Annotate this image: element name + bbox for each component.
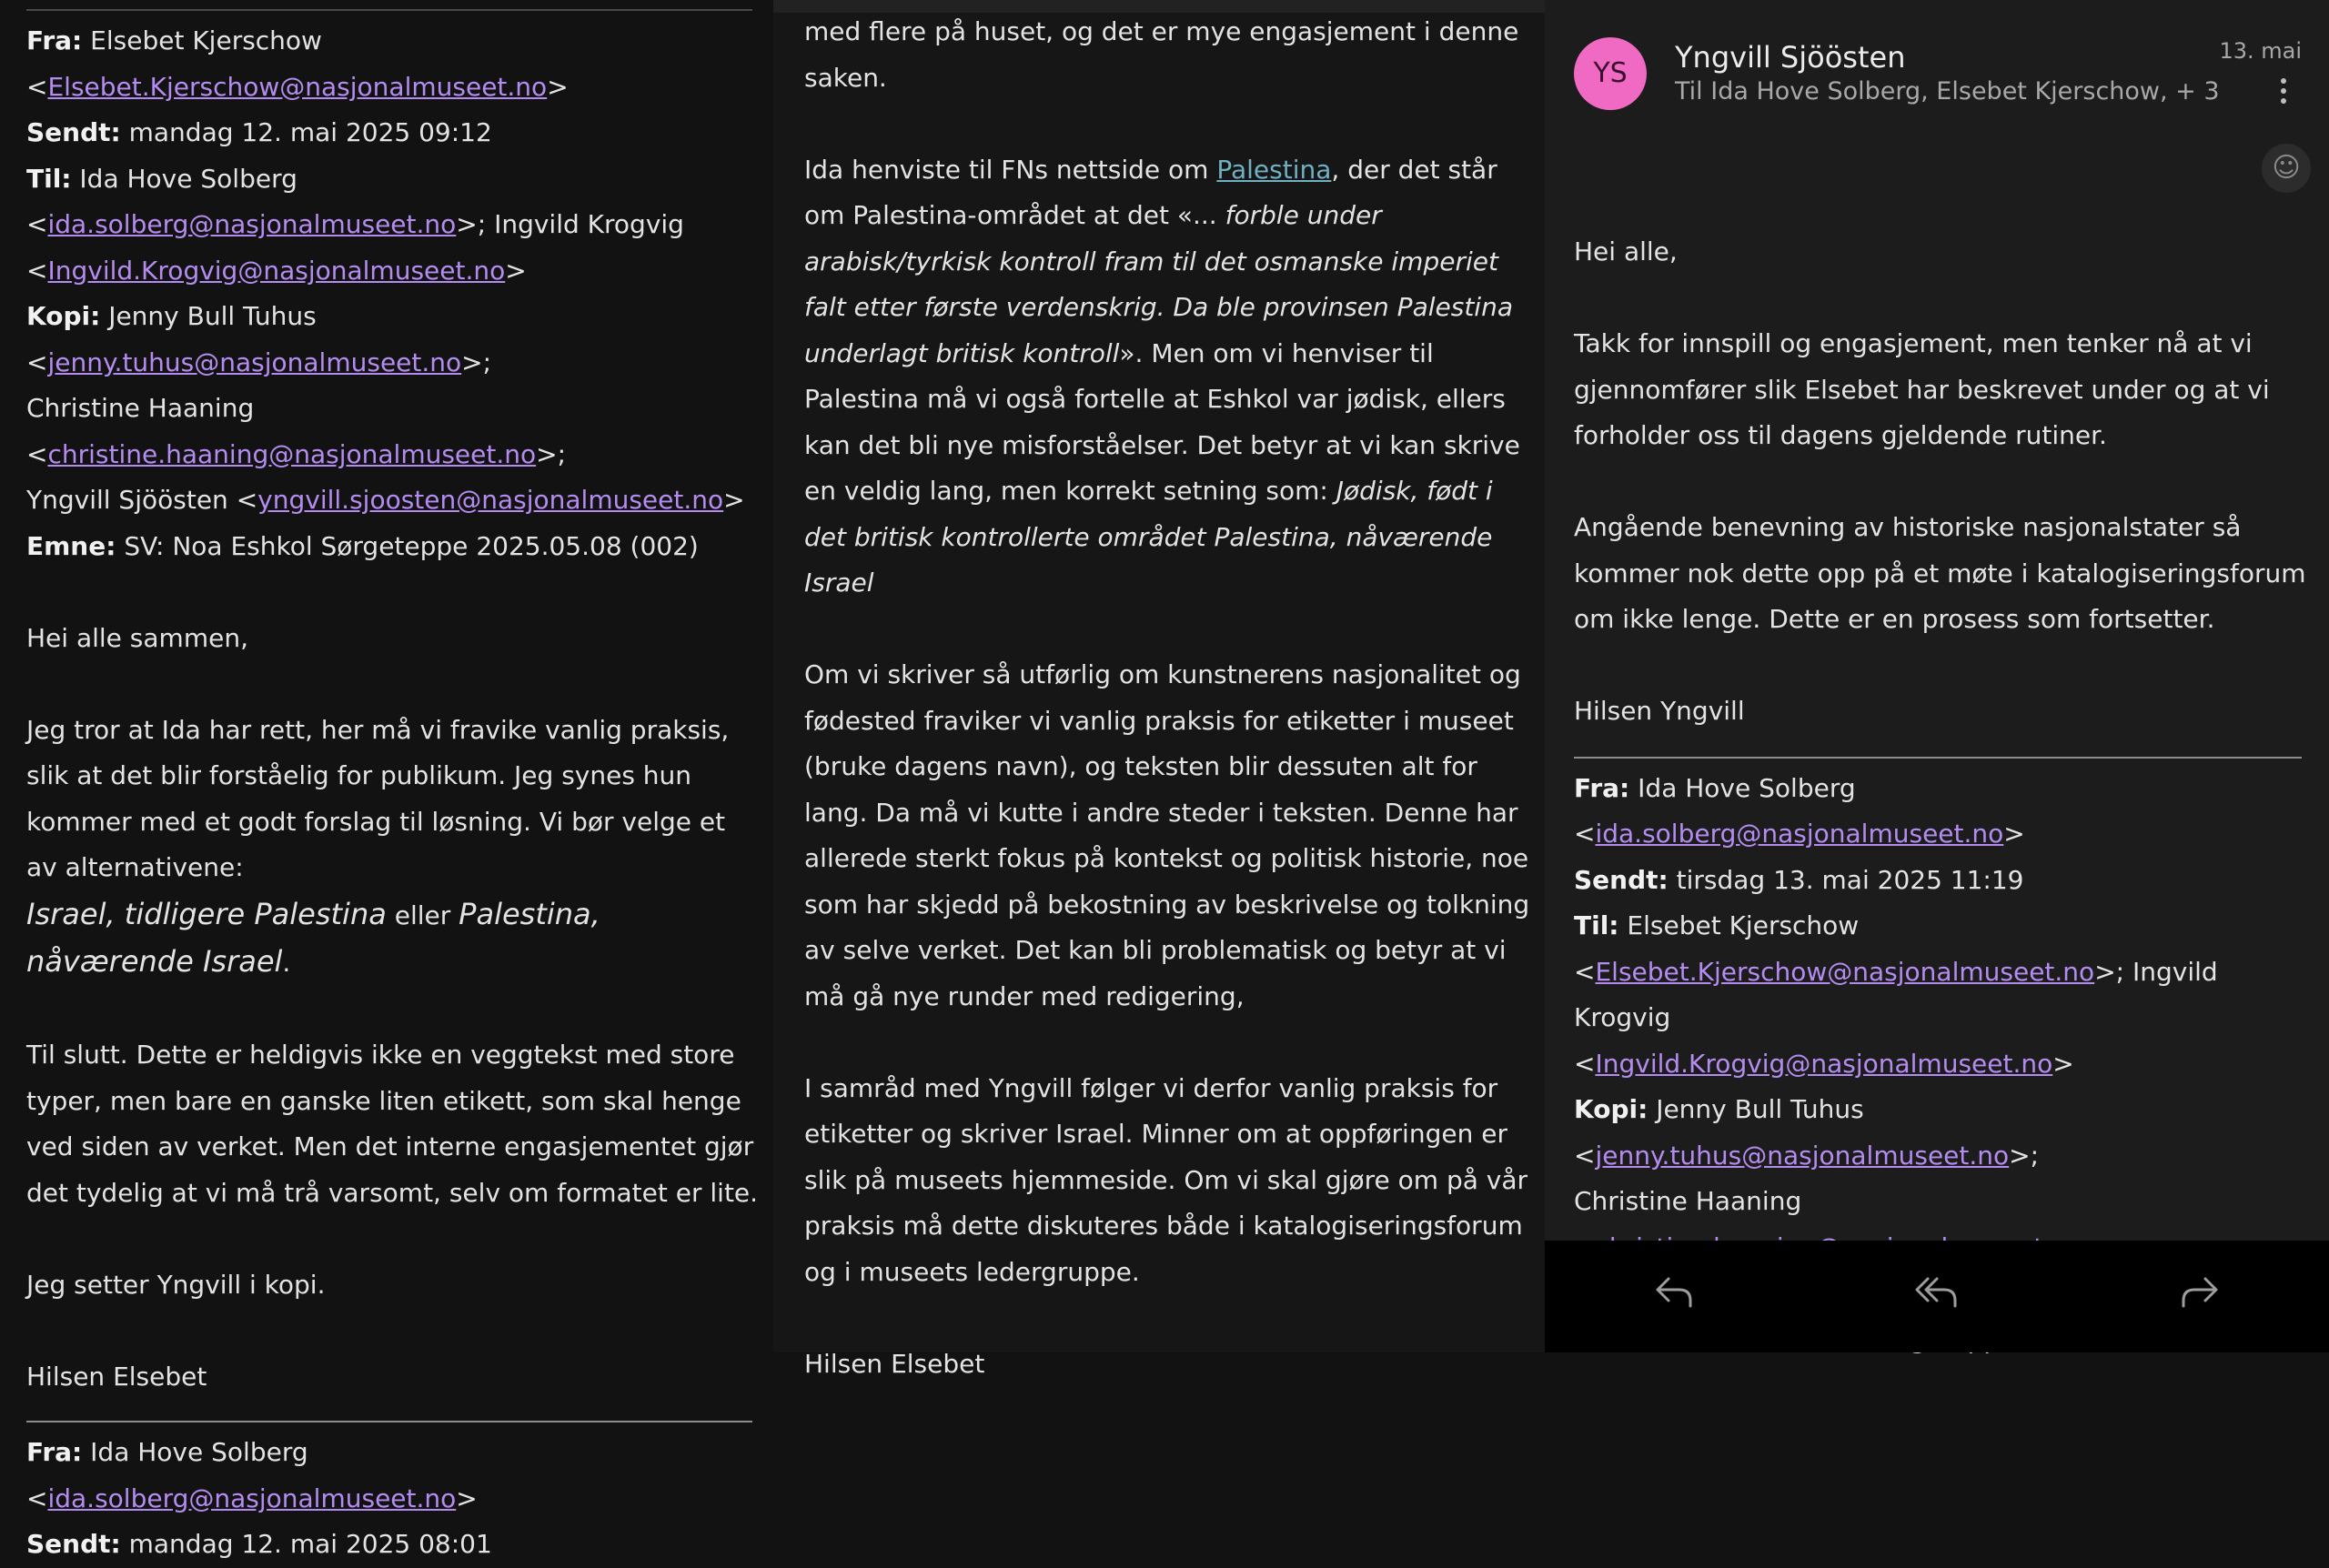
message-date: 13. mai xyxy=(2219,38,2302,64)
message-paragraph: Om vi skriver så utførlig om kunstnerens nasjonalitet og fødested fraviker vi vanlig praksis for etiketter i museet (bruke dagens navn), og teksten blir dessuten alt for lang. Da må vi kutte i andre steder i teksten. Denne har allerede sterkt fokus på kontekst og politisk historie, noe som har skjedd på bekostning av beskrivelse og tolkning av selve verket. Det kan bli problematisk og betyr at vi må gå nye runder med redigering, xyxy=(804,659,1530,1011)
cc-email-link[interactable]: jenny.tuhus@nasjonalmuseet.no xyxy=(47,347,462,377)
message-paragraph: Takk for innspill og engasjement, men tenker nå at vi gjennomfører slik Elsebet har beskrevet under og at vi forholder oss til dagens gjeldende rutiner. xyxy=(1574,328,2270,450)
to-email-link[interactable]: Elsebet.Kjerschow@nasjonalmuseet.no xyxy=(1595,956,2095,987)
message-paragraph: Jeg tror at Ida har rett, her må vi fravike vanlig praksis, slik at det blir forståelig for publikum. Jeg synes hun kommer med et godt forslag til løsning. Vi bør velge et av alternativene: Israel, tidligere Palestina eller Palestina, nåværende Israel. xyxy=(26,714,730,979)
cc-email-link[interactable]: yngvill.sjoosten@nasjonalmuseet.no xyxy=(257,485,724,515)
from-email-link[interactable]: ida.solberg@nasjonalmuseet.no xyxy=(1595,819,2004,849)
from-label: Fra: xyxy=(26,25,83,55)
sent-value: tirsdag 13. mai 2025 11:19 xyxy=(1676,864,2024,895)
from-name: Ida Hove Solberg xyxy=(90,1437,308,1467)
cc-name: Yngvill Sjöösten xyxy=(26,485,228,515)
sent-label: Sendt: xyxy=(26,117,121,147)
message-paragraph: Jeg setter Yngvill i kopi. xyxy=(26,1269,326,1300)
signoff: Hilsen Elsebet xyxy=(26,1361,207,1392)
quote-divider xyxy=(1574,757,2302,759)
alternative-2: Palestina, nåværende Israel xyxy=(26,896,600,979)
cc-name: Jenny Bull Tuhus xyxy=(1656,1094,1864,1124)
right-email-body xyxy=(1574,229,2311,1362)
to-label: Til: xyxy=(1574,910,1619,940)
to-email-link[interactable]: Ingvild.Krogvig@nasjonalmuseet.no xyxy=(47,255,506,286)
from-name: Elsebet Kjerschow xyxy=(90,25,322,55)
right-email-panel xyxy=(1545,0,2329,1352)
greeting: Hei alle sammen, xyxy=(26,622,248,653)
action-bar xyxy=(1545,1241,2329,1352)
recipients-line[interactable]: Til Ida Hove Solberg, Elsebet Kjerschow, + 3 xyxy=(1675,77,2220,106)
paragraph-text: , der det står om Palestina-området at det «... xyxy=(804,154,1497,230)
to-label: Til: xyxy=(26,163,72,194)
message-paragraph: Til slutt. Dette er heldigvis ikke en veggtekst med store typer, men bare en ganske liten etikett, som skal henge ved siden av verket. Men det interne engasjementet gjør det tydelig at vi må trå varsomt, selv om formatet er lite. xyxy=(26,1040,759,1208)
to-name: Ingvild Krogvig xyxy=(494,209,684,239)
subject-label: Emne: xyxy=(26,530,116,561)
signoff: Hilsen Elsebet xyxy=(804,1348,985,1379)
message-paragraph: I samråd med Yngvill følger vi derfor vanlig praksis for etiketter og skriver Israel. Minner om at oppføringen er slik på museets hjemmeside. Om vi skal gjøre om på vår praksis må dette diskuteres både i katalogiseringsforum og i museets ledergruppe. xyxy=(804,1072,1528,1287)
cc-name: Christine Haaning xyxy=(1574,1186,1802,1216)
paragraph-text: Jeg tror at Ida har rett, her må vi fravike vanlig praksis, slik at det blir forståelig for publikum. Jeg synes hun kommer med et godt forslag til løsning. Vi bør velge et av alternativene: xyxy=(26,714,730,882)
add-reaction-icon[interactable]: ☺ xyxy=(2262,144,2311,193)
more-options-icon[interactable] xyxy=(2280,78,2287,106)
paragraph-text: Ida henviste til FNs nettside om xyxy=(804,154,1209,185)
from-name: Ida Hove Solberg xyxy=(1638,772,1856,803)
cc-label: Kopi: xyxy=(1574,1094,1648,1124)
to-email-link[interactable]: Ingvild.Krogvig@nasjonalmuseet.no xyxy=(1595,1048,2053,1079)
from-label: Fra: xyxy=(1574,772,1630,803)
email-header: Fra: Elsebet Kjerschow <Elsebet.Kjerschow@nasjonalmuseet.no> Sendt: mandag 12. mai 2025 09:12 Til: Ida Hove Solberg <ida.solberg@nasjonalmuseet.no>; Ingvild Krogvig <Ingvild.Krogvig@nasjonalmuseet.no> Kopi: Jenny Bull Tuhus <jenny.tuhus@nasjonalmuseet.no>; Christine Haaning <christine.haaning@nasjonalmuseet.no>; Yngvill Sjöösten <yngvill.sjoosten@nasjonalmuseet.no> Emne: SV: Noa Eshkol Sørgeteppe 2025.05.08 (002) xyxy=(26,25,745,561)
sent-label: Sendt: xyxy=(1574,864,1669,895)
to-name: Elsebet Kjerschow xyxy=(1627,910,1860,940)
from-email-link[interactable]: Elsebet.Kjerschow@nasjonalmuseet.no xyxy=(47,71,548,102)
cc-label: Kopi: xyxy=(26,301,101,331)
message-paragraph: med flere på huset, og det er mye engasjement i denne saken. xyxy=(804,16,1519,93)
sender-name[interactable]: Yngvill Sjöösten xyxy=(1675,40,1906,75)
middle-email-body xyxy=(804,9,1532,1387)
cc-name: Christine Haaning xyxy=(26,393,255,423)
quoted-header: Fra: Ida Hove Solberg <ida.solberg@nasjonalmuseet.no> Sendt: tirsdag 13. mai 2025 11:19 Til: Elsebet Kjerschow <Elsebet.Kjerschow@nasjonalmuseet.no>; Ingvild Krogvig <Ingvild.Krogvig@nasjonalmuseet.no> Kopi: Jenny Bull Tuhus <jenny.tuhus@nasjonalmuseet.no>; Christine Haaning xyxy=(1574,766,2311,1363)
left-email-panel xyxy=(0,0,773,1559)
avatar[interactable]: YS xyxy=(1574,37,1647,110)
sent-value: mandag 12. mai 2025 08:01 xyxy=(128,1529,492,1559)
palestina-link[interactable]: Palestina xyxy=(1216,154,1332,185)
subject-value: SV: Noa Eshkol Sørgeteppe 2025.05.08 (002) xyxy=(124,530,699,561)
paragraph-text: ». Men om vi henviser til Palestina må vi også fortelle at Eshkol var jødisk, ellers kan det bli nye misforståelser. Det betyr at vi kan skrive en veldig lang, men korrekt setning som: xyxy=(804,337,1520,506)
alternative-1: Israel, tidligere Palestina xyxy=(26,896,387,931)
cc-email-link[interactable]: jenny.tuhus@nasjonalmuseet.no xyxy=(1595,1140,2010,1171)
sent-label: Sendt: xyxy=(26,1529,121,1559)
signoff: Hilsen Yngvill xyxy=(1574,696,1745,726)
from-email-link[interactable]: ida.solberg@nasjonalmuseet.no xyxy=(47,1483,457,1513)
greeting: Hei alle, xyxy=(1574,236,1678,266)
to-email-link[interactable]: ida.solberg@nasjonalmuseet.no xyxy=(47,209,457,239)
example-text: Jødisk, født i det britisk kontrollerte området Palestina, nåværende Israel xyxy=(804,476,1493,598)
from-label: Fra: xyxy=(26,1437,83,1467)
message-paragraph: Angående benevning av historiske nasjonalstater så kommer nok dette opp på et møte i katalogiseringsforum om ikke lenge. Dette er en prosess som fortsetter. xyxy=(1574,512,2306,634)
message-header xyxy=(1545,0,2329,182)
quote-divider xyxy=(26,1421,752,1422)
top-divider xyxy=(26,9,752,11)
cc-name: Jenny Bull Tuhus xyxy=(108,301,317,331)
middle-email-panel xyxy=(773,0,1545,1379)
message-paragraph xyxy=(804,147,1532,607)
left-email-body xyxy=(26,18,759,1568)
alternative-connector: eller xyxy=(394,900,451,930)
quoted-header: Fra: Ida Hove Solberg <ida.solberg@nasjonalmuseet.no> Sendt: mandag 12. mai 2025 08:01 xyxy=(26,1437,492,1559)
reply-icon[interactable] xyxy=(1645,1268,1703,1326)
sent-value: mandag 12. mai 2025 09:12 xyxy=(128,117,492,147)
cc-email-link[interactable]: christine.haaning@nasjonalmuseet.no xyxy=(47,438,537,469)
reply-all-icon[interactable] xyxy=(1908,1268,1966,1326)
quoted-text: forble under arabisk/tyrkisk kontroll fram til det osmanske imperiet falt etter første verdenskrig. Da ble provinsen Palestina underlagt britisk kontroll xyxy=(804,200,1513,368)
to-name: Ingvild Krogvig xyxy=(1574,956,2218,1032)
to-name: Ida Hove Solberg xyxy=(79,163,297,194)
forward-icon[interactable] xyxy=(2171,1268,2229,1326)
